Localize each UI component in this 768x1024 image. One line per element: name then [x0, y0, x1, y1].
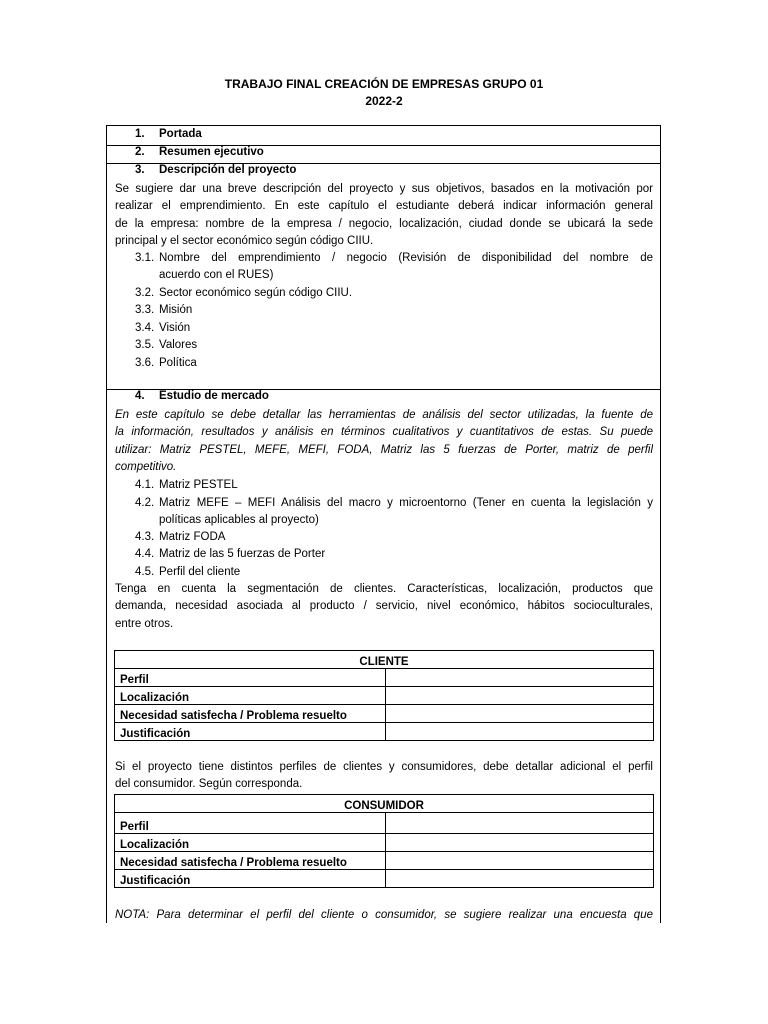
subitem-number: 4.4. [135, 548, 155, 560]
subitem-text: Perfil del cliente [159, 566, 241, 578]
cliente-row-label: Necesidad satisfecha / Problema resuelto [115, 705, 386, 723]
cliente-row-label: Justificación [115, 723, 386, 741]
subitem-number: 3.1. [135, 252, 155, 264]
subitem-text: políticas aplicables al proyecto) [159, 514, 319, 527]
subitem-text: Sector económico según código CIIU. [159, 287, 353, 299]
section-label: Estudio de mercado [159, 390, 269, 402]
cliente-row-value [386, 669, 654, 687]
section-label: Resumen ejecutivo [159, 146, 264, 158]
consumidor-table [114, 794, 654, 888]
subitem-number: 3.4. [135, 322, 155, 334]
paragraph-line: de la empresa: nombre de la empresa / negocio, localización, ciudad donde se ubicará la sede [115, 217, 653, 230]
section-number: 2. [135, 146, 145, 158]
consumidor-row-value [386, 870, 654, 888]
document-title: TRABAJO FINAL CREACIÓN DE EMPRESAS GRUPO 01 [224, 77, 544, 91]
paragraph-line: En este capítulo se debe detallar las herramientas de análisis del sector utilizadas, la fuente de [115, 409, 653, 421]
consumidor-row-value [386, 834, 654, 852]
subitem-text: Visión [159, 322, 191, 334]
cliente-row-value [386, 723, 654, 741]
subitem-number: 3.3. [135, 304, 155, 316]
paragraph-line: entre otros. [115, 617, 174, 630]
section-label: Descripción del proyecto [159, 164, 297, 176]
cliente-row-value [386, 705, 654, 723]
paragraph-line: principal y el sector económico según código CIIU. [115, 235, 374, 248]
consumidor-table-header: CONSUMIDOR [115, 795, 654, 813]
paragraph-line: del consumidor. Según corresponda. [115, 778, 303, 791]
paragraph-line: competitivo. [115, 461, 177, 474]
consumidor-row-label: Perfil [115, 813, 386, 834]
consumidor-row-value [386, 852, 654, 870]
subitem-text: Misión [159, 304, 193, 316]
cliente-table [114, 650, 654, 741]
subitem-text: Matriz MEFE – MEFI Análisis del macro y microentorno (Tener en cuenta la legislación y [159, 497, 653, 509]
subitem-number: 4.5. [135, 566, 155, 578]
document-subtitle: 2022-2 [365, 94, 403, 108]
consumidor-row-label: Necesidad satisfecha / Problema resuelto [115, 852, 386, 870]
subitem-number: 3.2. [135, 287, 155, 299]
cliente-table-header: CLIENTE [115, 651, 654, 669]
consumer-paragraph [115, 759, 653, 794]
paragraph-line: Se sugiere dar una breve descripción del proyecto y sus objetivos, basados en la motivación por [115, 183, 653, 195]
subitem-text: Matriz FODA [159, 531, 226, 543]
section-4-description [115, 407, 653, 477]
subitem-text: Valores [159, 339, 198, 351]
subitem-number: 3.5. [135, 339, 155, 351]
section-3-description [115, 181, 653, 251]
subitem-3-1 [135, 250, 653, 285]
subitem-text: Política [159, 357, 197, 369]
section-number: 1. [135, 128, 145, 140]
section-number: 3. [135, 164, 145, 176]
subitem-text: acuerdo con el RUES) [159, 269, 274, 282]
subitem-number: 4.3. [135, 531, 155, 543]
section-label: Portada [159, 128, 202, 140]
subitem-number: 3.6. [135, 357, 155, 369]
subitem-number: 4.1. [135, 479, 155, 491]
cliente-row-label: Localización [115, 687, 386, 705]
paragraph-line: Si el proyecto tiene distintos perfiles de clientes y consumidores, debe detallar adicional el perfil [115, 761, 653, 773]
cliente-row-value [386, 687, 654, 705]
consumidor-row-label: Justificación [115, 870, 386, 888]
consumidor-row-value [386, 813, 654, 834]
section-number: 4. [135, 390, 145, 402]
subitem-number: 4.2. [135, 497, 155, 509]
content-table [106, 125, 661, 923]
paragraph-line: NOTA: Para determinar el perfil del cliente o consumidor, se sugiere realizar una encuesta que [115, 909, 653, 921]
consumidor-row-label: Localización [115, 834, 386, 852]
nota-paragraph [115, 907, 653, 923]
paragraph-line: Tenga en cuenta la segmentación de clientes. Características, localización, productos que [115, 583, 653, 595]
paragraph-line: utilizar: Matriz PESTEL, MEFE, MEFI, FODA, Matriz las 5 fuerzas de Porter, matriz de perfil [115, 443, 653, 456]
subitem-text: Matriz de las 5 fuerzas de Porter [159, 548, 326, 560]
subitem-text: Nombre del emprendimiento / negocio (Revisión de disponibilidad del nombre de [159, 252, 653, 264]
paragraph-line: realizar el emprendimiento. En este capítulo el estudiante deberá indicar información general [115, 200, 653, 213]
paragraph-line: la información, resultados y análisis en términos cualitativos y cuantitativos de estas. Su puede [115, 426, 653, 439]
cliente-row-label: Perfil [115, 669, 386, 687]
segmentation-paragraph [115, 581, 653, 633]
paragraph-line: demanda, necesidad asociada al producto / servicio, nivel económico, hábitos socioculturales, [115, 600, 653, 613]
subitem-text: Matriz PESTEL [159, 479, 238, 491]
